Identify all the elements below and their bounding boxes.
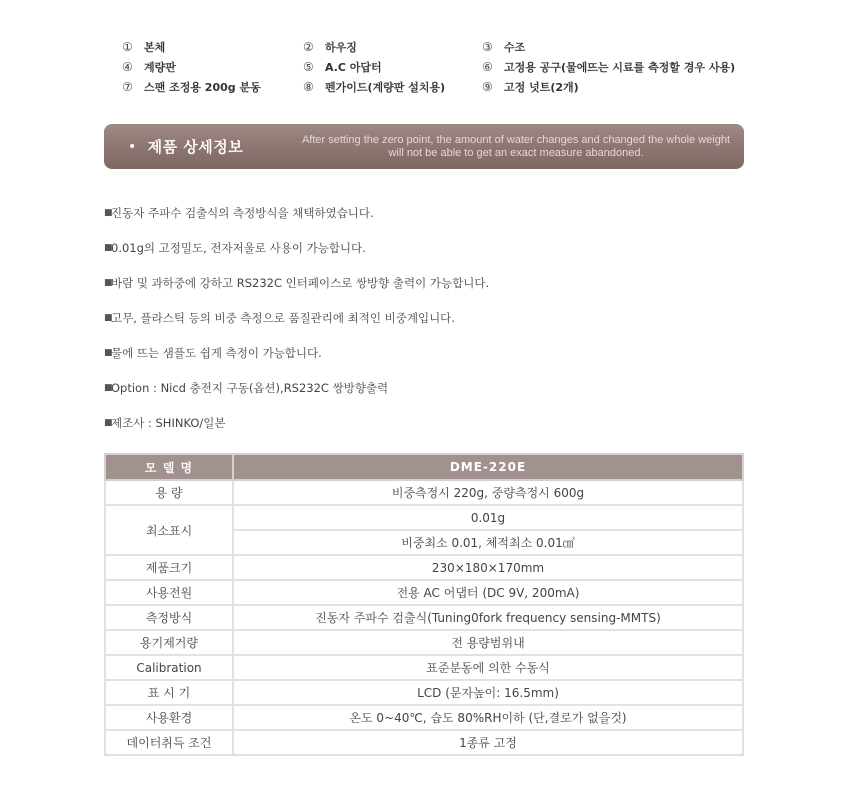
bullet-icon: ■ — [104, 348, 113, 358]
spec-label: 용 량 — [105, 480, 233, 505]
part-label: 수조 — [504, 41, 526, 54]
feature-text: 제조사 : SHINKO/일본 — [111, 416, 226, 430]
part-item — [122, 59, 303, 75]
part-item — [482, 39, 525, 55]
part-label: 펜가이드(계량판 설치용) — [325, 81, 446, 94]
feature-text: 바람 및 과하중에 강하고 RS232C 인터페이스로 쌍방향 출력이 가능합니다. — [111, 276, 490, 290]
spec-label: 측정방식 — [105, 605, 233, 630]
parts-row — [122, 57, 762, 77]
part-label: 고정 넛트(2개) — [504, 81, 579, 94]
spec-label: 표 시 기 — [105, 680, 233, 705]
spec-row — [105, 705, 743, 730]
spec-label: 사용전원 — [105, 580, 233, 605]
spec-value: DME-220E — [233, 454, 743, 480]
part-label: 계량판 — [144, 61, 176, 74]
part-item — [122, 79, 303, 95]
part-number: ① — [122, 40, 133, 54]
spec-row — [105, 630, 743, 655]
part-label: A.C 아답터 — [325, 61, 382, 74]
part-number: ⑦ — [122, 80, 133, 94]
part-number: ⑤ — [303, 60, 314, 74]
part-number: ② — [303, 40, 314, 54]
spec-value: 230×180×170mm — [233, 555, 743, 580]
feature-item — [104, 345, 744, 380]
part-item — [482, 79, 579, 95]
part-item — [303, 39, 482, 55]
parts-row — [122, 37, 762, 57]
part-item — [122, 39, 303, 55]
bullet-icon: ■ — [104, 383, 113, 393]
spec-row — [105, 505, 743, 530]
spec-row — [105, 555, 743, 580]
feature-text: 물에 뜨는 샘플도 쉽게 측정이 가능합니다. — [111, 346, 322, 360]
feature-item — [104, 275, 744, 310]
spec-table — [104, 453, 744, 756]
spec-label: Calibration — [105, 655, 233, 680]
banner-subtitle — [288, 134, 744, 160]
feature-item — [104, 240, 744, 275]
feature-item — [104, 310, 744, 345]
feature-text: Option : Nicd 충전지 구동(옵션),RS232C 쌍방향출력 — [111, 381, 389, 395]
spec-row — [105, 730, 743, 755]
parts-row — [122, 77, 762, 97]
bullet-icon: ■ — [104, 208, 113, 218]
part-number: ⑧ — [303, 80, 314, 94]
part-number: ⑥ — [482, 60, 493, 74]
spec-label: 사용환경 — [105, 705, 233, 730]
bullet-icon: ■ — [104, 418, 113, 428]
bullet-icon: ■ — [104, 278, 113, 288]
spec-row — [105, 605, 743, 630]
feature-text: 0.01g의 고정밀도, 전자저울로 사용이 가능합니다. — [111, 241, 366, 255]
spec-label: 최소표시 — [105, 505, 233, 555]
banner-subtitle-line: After setting the zero point, the amount of water changes and changed the whole weight — [301, 133, 731, 146]
bullet-icon: ■ — [104, 243, 113, 253]
feature-text: 고무, 플라스틱 등의 비중 측정으로 품질관리에 최적인 비중계입니다. — [111, 311, 455, 325]
spec-value: LCD (문자높이: 16.5mm) — [233, 680, 743, 705]
spec-value: 0.01g — [233, 505, 743, 530]
spec-value: 표준분동에 의한 수동식 — [233, 655, 743, 680]
part-number: ⑨ — [482, 80, 493, 94]
spec-row — [105, 655, 743, 680]
parts-list — [122, 37, 762, 97]
feature-list — [104, 205, 744, 450]
spec-value: 비중최소 0.01, 체적최소 0.01㎤ — [233, 530, 743, 555]
feature-item — [104, 205, 744, 240]
spec-value: 전 용량범위내 — [233, 630, 743, 655]
spec-value: 진동자 주파수 검출식(Tuning0fork frequency sensing-MMTS) — [233, 605, 743, 630]
part-item — [303, 79, 482, 95]
spec-value: 온도 0~40℃, 습도 80%RH이하 (단,결로가 없을것) — [233, 705, 743, 730]
spec-label: 용기제거량 — [105, 630, 233, 655]
spec-value: 비중측정시 220g, 중량측정시 600g — [233, 480, 743, 505]
part-item — [303, 59, 482, 75]
part-label: 본체 — [144, 41, 166, 54]
part-item — [482, 59, 735, 75]
part-number: ③ — [482, 40, 493, 54]
part-label: 고정용 공구(물에뜨는 시료를 측정할 경우 사용) — [504, 61, 736, 74]
spec-row — [105, 580, 743, 605]
bullet-icon: ■ — [104, 313, 113, 323]
spec-header-row — [105, 454, 743, 480]
spec-row — [105, 480, 743, 505]
banner-subtitle-line: will not be able to get an exact measure abandoned. — [388, 146, 644, 159]
part-label: 하우징 — [325, 41, 357, 54]
product-detail-banner — [104, 124, 744, 169]
feature-text: 진동자 주파수 검출식의 측정방식을 채택하였습니다. — [111, 206, 374, 220]
spec-value: 전용 AC 어댑터 (DC 9V, 200mA) — [233, 580, 743, 605]
banner-title: 제품 상세정보 — [147, 138, 244, 156]
bullet-icon: • — [128, 138, 137, 155]
feature-item — [104, 380, 744, 415]
spec-label: 제품크기 — [105, 555, 233, 580]
feature-item — [104, 415, 744, 450]
part-label: 스팬 조정용 200g 분동 — [144, 81, 261, 94]
spec-row — [105, 680, 743, 705]
spec-value: 1종류 고정 — [233, 730, 743, 755]
spec-label: 데이터취득 조건 — [105, 730, 233, 755]
part-number: ④ — [122, 60, 133, 74]
spec-label: 모 델 명 — [105, 454, 233, 480]
